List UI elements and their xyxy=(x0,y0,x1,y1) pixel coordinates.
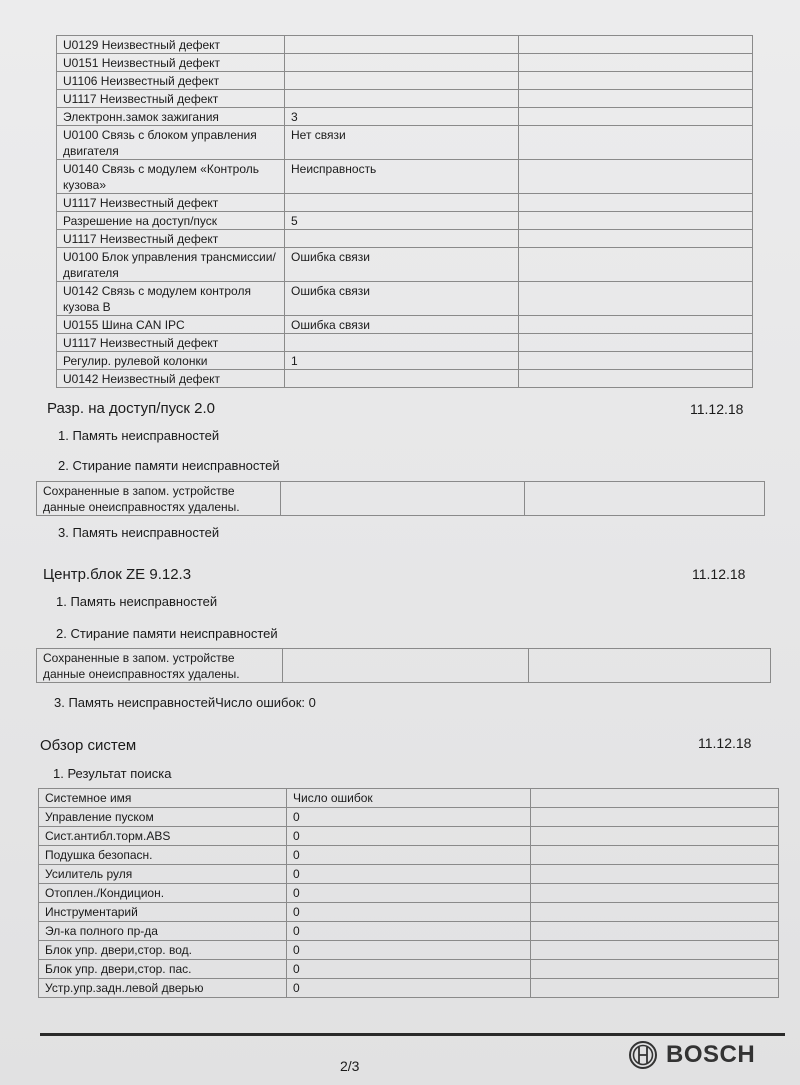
section-title: Центр.блок ZE 9.12.3 xyxy=(43,566,192,583)
erase-note-table xyxy=(36,648,771,683)
table-cell: U1117 Неизвестный дефект xyxy=(57,230,285,248)
table-row xyxy=(39,979,779,998)
table-cell: U0142 Связь с модулем контроля кузова B xyxy=(57,282,285,316)
table-row xyxy=(57,160,753,194)
table-cell xyxy=(519,194,753,212)
section-title: Обзор систем xyxy=(40,737,137,754)
table-cell: 0 xyxy=(287,865,531,884)
page-number: 2/3 xyxy=(340,1058,360,1074)
table-cell xyxy=(285,54,519,72)
list-item: 3. Память неисправностей xyxy=(58,525,220,540)
table-row xyxy=(39,922,779,941)
table-row xyxy=(57,230,753,248)
table-cell: U1117 Неизвестный дефект xyxy=(57,194,285,212)
table-cell: Инструментарий xyxy=(39,903,287,922)
table-row xyxy=(57,248,753,282)
note-cell: Сохраненные в запом. устройстве данные онеисправностях удалены. xyxy=(37,649,283,683)
table-cell xyxy=(285,230,519,248)
table-cell xyxy=(285,334,519,352)
table-cell: U0129 Неизвестный дефект xyxy=(57,36,285,54)
table-row xyxy=(57,108,753,126)
erase-note-table xyxy=(36,481,765,516)
table-cell: Блок упр. двери,стор. пас. xyxy=(39,960,287,979)
table-row xyxy=(57,54,753,72)
bosch-armature-icon xyxy=(628,1040,658,1070)
table-row xyxy=(39,960,779,979)
table-cell: 0 xyxy=(287,960,531,979)
table-cell: Устр.упр.задн.левой дверью xyxy=(39,979,287,998)
table-cell xyxy=(519,352,753,370)
table-cell: 0 xyxy=(287,903,531,922)
table-cell: 5 xyxy=(285,212,519,230)
table-row xyxy=(57,126,753,160)
table-row xyxy=(57,212,753,230)
table-cell: Эл-ка полного пр-да xyxy=(39,922,287,941)
table-cell xyxy=(519,316,753,334)
table-cell: U0140 Связь с модулем «Контроль кузова» xyxy=(57,160,285,194)
table-row xyxy=(57,370,753,388)
table-cell: U0155 Шина CAN IPC xyxy=(57,316,285,334)
table-cell xyxy=(519,212,753,230)
table-row xyxy=(39,941,779,960)
table-cell: 0 xyxy=(287,941,531,960)
table-cell xyxy=(519,334,753,352)
table-row xyxy=(39,865,779,884)
table-cell xyxy=(519,230,753,248)
table-row xyxy=(39,846,779,865)
table-cell xyxy=(519,248,753,282)
table-cell xyxy=(519,72,753,90)
list-item: 1. Результат поиска xyxy=(53,766,172,781)
table-row xyxy=(57,72,753,90)
section-date: 11.12.18 xyxy=(692,566,746,582)
table-cell: Управление пуском xyxy=(39,808,287,827)
table-cell: U0142 Неизвестный дефект xyxy=(57,370,285,388)
table-row xyxy=(57,282,753,316)
table-cell: 0 xyxy=(287,979,531,998)
table-cell xyxy=(519,90,753,108)
table-cell xyxy=(519,160,753,194)
table-cell: Разрешение на доступ/пуск xyxy=(57,212,285,230)
table-cell: U0151 Неизвестный дефект xyxy=(57,54,285,72)
table-cell xyxy=(285,36,519,54)
table-cell: Неисправность xyxy=(285,160,519,194)
table-row xyxy=(57,90,753,108)
table-cell: 1 xyxy=(285,352,519,370)
note-cell: Сохраненные в запом. устройстве данные онеисправностях удалены. xyxy=(37,482,281,516)
table-cell xyxy=(285,72,519,90)
table-cell xyxy=(285,90,519,108)
section-title: Разр. на доступ/пуск 2.0 xyxy=(47,400,215,417)
table-cell: Усилитель руля xyxy=(39,865,287,884)
table-cell xyxy=(519,126,753,160)
table-cell: Электронн.замок зажигания xyxy=(57,108,285,126)
table-cell: 0 xyxy=(287,922,531,941)
faults-table xyxy=(56,35,753,388)
table-cell: 3 xyxy=(285,108,519,126)
systems-table xyxy=(38,788,779,998)
list-item: 2. Стирание памяти неисправностей xyxy=(56,626,278,641)
list-item: 2. Стирание памяти неисправностей xyxy=(58,458,280,473)
footer-rule xyxy=(40,1033,785,1036)
table-cell: Нет связи xyxy=(285,126,519,160)
table-cell: U0100 Блок управления трансмиссии/ двигателя xyxy=(57,248,285,282)
table-row xyxy=(57,316,753,334)
table-row xyxy=(57,334,753,352)
table-cell: Регулир. рулевой колонки xyxy=(57,352,285,370)
table-row xyxy=(57,36,753,54)
table-cell: Подушка безопасн. xyxy=(39,846,287,865)
table-row xyxy=(57,352,753,370)
table-row xyxy=(39,808,779,827)
column-header: Число ошибок xyxy=(287,789,531,808)
table-cell xyxy=(519,282,753,316)
table-cell xyxy=(519,370,753,388)
table-cell xyxy=(519,108,753,126)
table-cell xyxy=(519,54,753,72)
list-item: 1. Память неисправностей xyxy=(56,594,218,609)
table-cell: Блок упр. двери,стор. вод. xyxy=(39,941,287,960)
table-cell: Сист.антибл.торм.ABS xyxy=(39,827,287,846)
table-cell: Ошибка связи xyxy=(285,316,519,334)
table-cell: U1106 Неизвестный дефект xyxy=(57,72,285,90)
list-item: 3. Память неисправностейЧисло ошибок: 0 xyxy=(54,695,316,710)
table-cell xyxy=(285,194,519,212)
table-row xyxy=(39,903,779,922)
column-header: Системное имя xyxy=(39,789,287,808)
table-row xyxy=(57,194,753,212)
section-date: 11.12.18 xyxy=(690,401,744,417)
table-cell: U1117 Неизвестный дефект xyxy=(57,334,285,352)
brand-logo xyxy=(628,1040,755,1070)
table-row xyxy=(39,827,779,846)
section-date: 11.12.18 xyxy=(698,735,752,751)
brand-name: BOSCH xyxy=(666,1041,756,1068)
table-cell xyxy=(285,370,519,388)
table-cell: 0 xyxy=(287,808,531,827)
table-cell: Отоплен./Кондицион. xyxy=(39,884,287,903)
table-cell: 0 xyxy=(287,827,531,846)
table-cell: 0 xyxy=(287,846,531,865)
list-item: 1. Память неисправностей xyxy=(58,428,220,443)
table-row xyxy=(39,884,779,903)
table-cell xyxy=(519,36,753,54)
table-cell: 0 xyxy=(287,884,531,903)
table-cell: Ошибка связи xyxy=(285,282,519,316)
table-cell: U0100 Связь с блоком управления двигателя xyxy=(57,126,285,160)
table-cell: Ошибка связи xyxy=(285,248,519,282)
table-cell: U1117 Неизвестный дефект xyxy=(57,90,285,108)
